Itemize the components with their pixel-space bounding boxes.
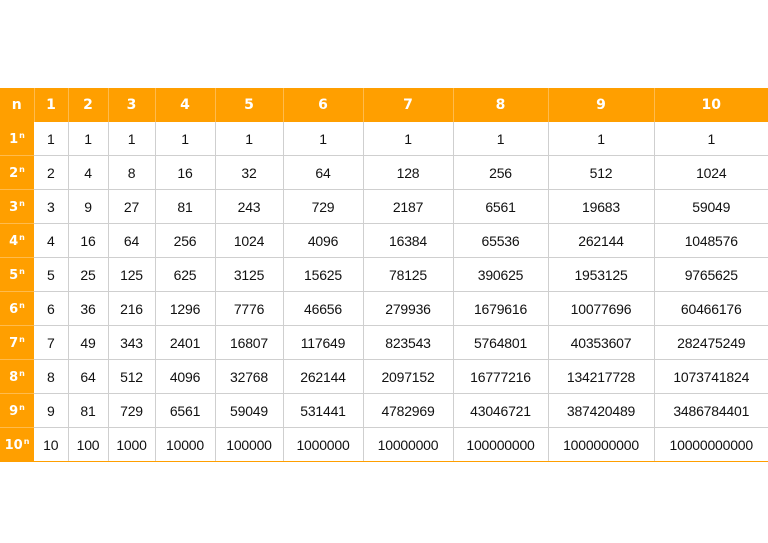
table-cell: 134217728 — [548, 360, 654, 394]
table-cell: 823543 — [363, 326, 453, 360]
table-cell: 7 — [34, 326, 68, 360]
table-cell: 81 — [155, 190, 215, 224]
table-cell: 1024 — [215, 224, 283, 258]
row-header-3 — [0, 190, 34, 224]
table-cell: 5764801 — [453, 326, 548, 360]
table-cell: 1 — [108, 122, 155, 156]
table-row — [0, 156, 768, 190]
header-row — [0, 88, 768, 122]
row-exponent: n — [23, 436, 30, 446]
row-base: 5 — [9, 267, 19, 283]
table-cell: 1073741824 — [654, 360, 768, 394]
table-row — [0, 394, 768, 428]
table-cell: 3 — [34, 190, 68, 224]
table-cell: 10077696 — [548, 292, 654, 326]
table-cell: 512 — [108, 360, 155, 394]
table-cell: 282475249 — [654, 326, 768, 360]
table-cell: 46656 — [283, 292, 363, 326]
table-cell: 1 — [155, 122, 215, 156]
table-cell: 8 — [34, 360, 68, 394]
table-cell: 262144 — [283, 360, 363, 394]
column-header-2: 2 — [68, 88, 108, 122]
table-cell: 43046721 — [453, 394, 548, 428]
table-cell: 60466176 — [654, 292, 768, 326]
row-exponent: n — [19, 368, 25, 378]
table-cell: 10000 — [155, 428, 215, 462]
table-cell: 1 — [215, 122, 283, 156]
table-cell: 390625 — [453, 258, 548, 292]
table-cell: 7776 — [215, 292, 283, 326]
table-cell: 19683 — [548, 190, 654, 224]
row-exponent: n — [19, 130, 25, 140]
table-cell: 81 — [68, 394, 108, 428]
column-header-6: 6 — [283, 88, 363, 122]
table-cell: 4096 — [283, 224, 363, 258]
row-base: 8 — [9, 369, 19, 385]
table-cell: 1 — [283, 122, 363, 156]
table-cell: 128 — [363, 156, 453, 190]
table-cell: 64 — [108, 224, 155, 258]
row-header-1 — [0, 122, 34, 156]
table-cell: 3125 — [215, 258, 283, 292]
table-cell: 1000 — [108, 428, 155, 462]
row-base: 2 — [9, 165, 19, 181]
table-cell: 100000 — [215, 428, 283, 462]
table-cell: 10 — [34, 428, 68, 462]
row-header-2 — [0, 156, 34, 190]
table-row — [0, 360, 768, 394]
table-cell: 1953125 — [548, 258, 654, 292]
table-cell: 256 — [453, 156, 548, 190]
table-cell: 117649 — [283, 326, 363, 360]
row-exponent: n — [19, 300, 25, 310]
table-cell: 512 — [548, 156, 654, 190]
table-cell: 4096 — [155, 360, 215, 394]
table-cell: 1 — [363, 122, 453, 156]
row-exponent: n — [19, 266, 25, 276]
table-cell: 1048576 — [654, 224, 768, 258]
table-cell: 16 — [155, 156, 215, 190]
row-base: 6 — [9, 301, 19, 317]
table-cell: 1 — [654, 122, 768, 156]
table-cell: 1 — [453, 122, 548, 156]
table-cell: 6561 — [155, 394, 215, 428]
table-cell: 10000000000 — [654, 428, 768, 462]
row-header-7 — [0, 326, 34, 360]
table-cell: 1296 — [155, 292, 215, 326]
row-base: 4 — [9, 233, 19, 249]
table-cell: 1 — [34, 122, 68, 156]
table-cell: 343 — [108, 326, 155, 360]
corner-label: n — [0, 88, 34, 122]
table-cell: 10000000 — [363, 428, 453, 462]
column-header-5: 5 — [215, 88, 283, 122]
table-cell: 40353607 — [548, 326, 654, 360]
table-cell: 1000000000 — [548, 428, 654, 462]
table-row — [0, 428, 768, 462]
table-cell: 9 — [68, 190, 108, 224]
row-exponent: n — [19, 334, 25, 344]
table-cell: 125 — [108, 258, 155, 292]
table-cell: 32768 — [215, 360, 283, 394]
table-cell: 625 — [155, 258, 215, 292]
row-base: 10 — [4, 437, 23, 453]
table-cell: 1000000 — [283, 428, 363, 462]
table-header — [0, 88, 768, 122]
table-cell: 5 — [34, 258, 68, 292]
table-row — [0, 122, 768, 156]
row-header-8 — [0, 360, 34, 394]
table-cell: 1679616 — [453, 292, 548, 326]
table-cell: 16807 — [215, 326, 283, 360]
row-header-10 — [0, 428, 34, 462]
column-header-4: 4 — [155, 88, 215, 122]
table-cell: 64 — [283, 156, 363, 190]
table-cell: 16777216 — [453, 360, 548, 394]
column-header-8: 8 — [453, 88, 548, 122]
table-cell: 27 — [108, 190, 155, 224]
table-cell: 387420489 — [548, 394, 654, 428]
table-cell: 4782969 — [363, 394, 453, 428]
column-header-3: 3 — [108, 88, 155, 122]
table-cell: 279936 — [363, 292, 453, 326]
row-exponent: n — [19, 232, 25, 242]
table-body — [0, 122, 768, 462]
row-header-5 — [0, 258, 34, 292]
table-cell: 8 — [108, 156, 155, 190]
table-cell: 78125 — [363, 258, 453, 292]
table-cell: 2187 — [363, 190, 453, 224]
row-base: 7 — [9, 335, 19, 351]
column-header-9: 9 — [548, 88, 654, 122]
row-exponent: n — [19, 402, 25, 412]
table-cell: 531441 — [283, 394, 363, 428]
table-row — [0, 326, 768, 360]
table-cell: 2401 — [155, 326, 215, 360]
table-cell: 4 — [34, 224, 68, 258]
table-row — [0, 224, 768, 258]
table-cell: 729 — [283, 190, 363, 224]
table-cell: 59049 — [654, 190, 768, 224]
table-cell: 3486784401 — [654, 394, 768, 428]
table-cell: 6 — [34, 292, 68, 326]
row-base: 1 — [9, 131, 19, 147]
table-cell: 36 — [68, 292, 108, 326]
table-cell: 100000000 — [453, 428, 548, 462]
column-header-10: 10 — [654, 88, 768, 122]
column-header-1: 1 — [34, 88, 68, 122]
table-cell: 1 — [68, 122, 108, 156]
table-cell: 2097152 — [363, 360, 453, 394]
table-cell: 65536 — [453, 224, 548, 258]
table-cell: 59049 — [215, 394, 283, 428]
table-cell: 100 — [68, 428, 108, 462]
row-base: 3 — [9, 199, 19, 215]
table-cell: 1024 — [654, 156, 768, 190]
table-cell: 64 — [68, 360, 108, 394]
column-header-7: 7 — [363, 88, 453, 122]
table-cell: 15625 — [283, 258, 363, 292]
table-cell: 9765625 — [654, 258, 768, 292]
table-cell: 49 — [68, 326, 108, 360]
table-cell: 262144 — [548, 224, 654, 258]
table-cell: 9 — [34, 394, 68, 428]
table-cell: 16384 — [363, 224, 453, 258]
row-header-6 — [0, 292, 34, 326]
table-cell: 4 — [68, 156, 108, 190]
row-base: 9 — [9, 403, 19, 419]
row-exponent: n — [19, 164, 25, 174]
table-cell: 243 — [215, 190, 283, 224]
row-header-9 — [0, 394, 34, 428]
table-cell: 2 — [34, 156, 68, 190]
row-exponent: n — [19, 198, 25, 208]
table-row — [0, 258, 768, 292]
table-cell: 729 — [108, 394, 155, 428]
table-cell: 25 — [68, 258, 108, 292]
table-cell: 32 — [215, 156, 283, 190]
table-cell: 16 — [68, 224, 108, 258]
table-row — [0, 292, 768, 326]
table-cell: 1 — [548, 122, 654, 156]
table-cell: 256 — [155, 224, 215, 258]
powers-table — [0, 88, 768, 462]
row-header-4 — [0, 224, 34, 258]
table-cell: 6561 — [453, 190, 548, 224]
table-cell: 216 — [108, 292, 155, 326]
table-row — [0, 190, 768, 224]
